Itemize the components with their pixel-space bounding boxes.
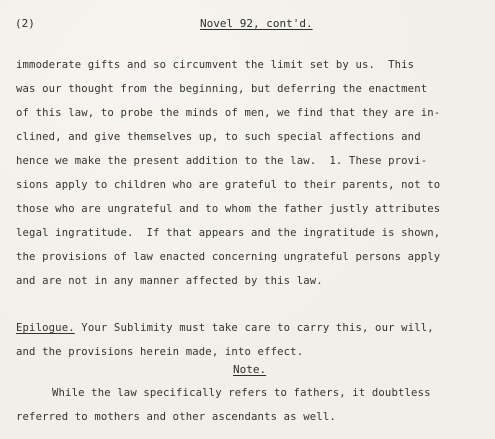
epilogue-line-2: and the provisions herein made, into effect. bbox=[16, 346, 304, 358]
page-title: Novel 92, cont'd. bbox=[200, 17, 313, 30]
body-line: those who are ungrateful and to whom the father justly attributes bbox=[16, 203, 441, 215]
epilogue-label: Epilogue. bbox=[16, 322, 75, 334]
note-line: While the law specifically refers to fathers, it doubtless bbox=[52, 387, 431, 399]
note-line-2: referred to mothers and other ascendants as well. bbox=[16, 411, 336, 423]
page-number: (2) bbox=[15, 17, 35, 30]
body-line: hence we make the present addition to the law. 1. These provi- bbox=[16, 155, 428, 167]
body-line: the provisions of law enacted concerning ungrateful persons apply bbox=[16, 251, 441, 263]
body-line: and are not in any manner affected by this law. bbox=[16, 275, 323, 287]
body-line: was our thought from the beginning, but deferring the enactment bbox=[16, 83, 428, 95]
body-line: sions apply to children who are grateful to their parents, not to bbox=[16, 179, 441, 191]
body-line: immoderate gifts and so circumvent the limit set by us. This bbox=[16, 59, 415, 71]
epilogue-text: Your Sublimity must take care to carry this, our will, bbox=[74, 322, 434, 334]
body-line: of this law, to probe the minds of men, we find that they are in- bbox=[16, 107, 441, 119]
body-line: clined, and give themselves up, to such special affections and bbox=[16, 131, 421, 143]
note-heading: Note. bbox=[233, 363, 267, 376]
epilogue-line bbox=[16, 321, 434, 335]
body-line: legal ingratitude. If that appears and the ingratitude is shown, bbox=[16, 227, 441, 239]
